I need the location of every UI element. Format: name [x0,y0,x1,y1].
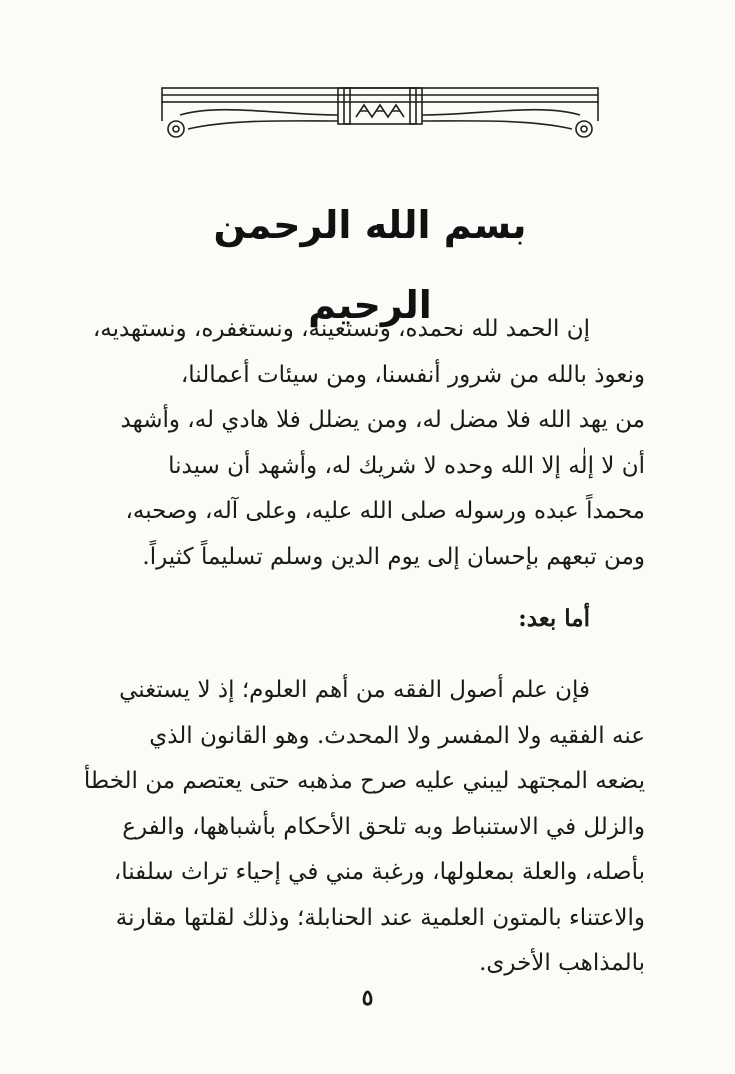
body-line: بالمذاهب الأخرى. [479,950,645,976]
intro-line: محمداً عبده ورسوله صلى الله عليه، وعلى آله، وصحبه، [125,498,645,524]
intro-line: ومن تبعهم بإحسان إلى يوم الدين وسلم تسليماً كثيراً. [142,543,645,570]
intro-line: من يهد الله فلا مضل له، ومن يضلل فلا هادي له، وأشهد [120,407,645,433]
body-line: عنه الفقيه ولا المفسر ولا المحدث. وهو القانون الذي [149,722,645,749]
intro-line: إن الحمد لله نحمده، ونستعينه، ونستغفره، ونستهديه، [92,316,590,342]
body-line: فإن علم أصول الفقه من أهم العلوم؛ إذ لا يستغني [119,677,590,703]
section-heading: أما بعد: [518,605,590,632]
intro-paragraph [90,307,645,580]
body-line: بأصله، والعلة بمعلولها، ورغبة مني في إحياء تراث سلفنا، [113,859,645,885]
body-line: والزلل في الاستنباط وبه تلحق الأحكام بأشباهها، والفرع [122,813,645,840]
body-line: يضعه المجتهد ليبني عليه صرح مذهبه حتى يعتصم من الخطأ [83,768,645,794]
intro-line: ونعوذ بالله من شرور أنفسنا، ومن سيئات أعمالنا، [180,361,645,388]
intro-line: أن لا إلٰه إلا الله وحده لا شريك له، وأشهد أن سيدنا [168,452,645,479]
page-number: ٥ [361,985,374,1011]
basmala-calligraphy: بسم الله الرحمن الرحيم [213,203,527,327]
header-ornament [160,85,600,150]
body-line: والاعتناء بالمتون العلمية عند الحنابلة؛ وذلك لقلتها مقارنة [115,904,645,931]
main-paragraph [83,668,645,987]
